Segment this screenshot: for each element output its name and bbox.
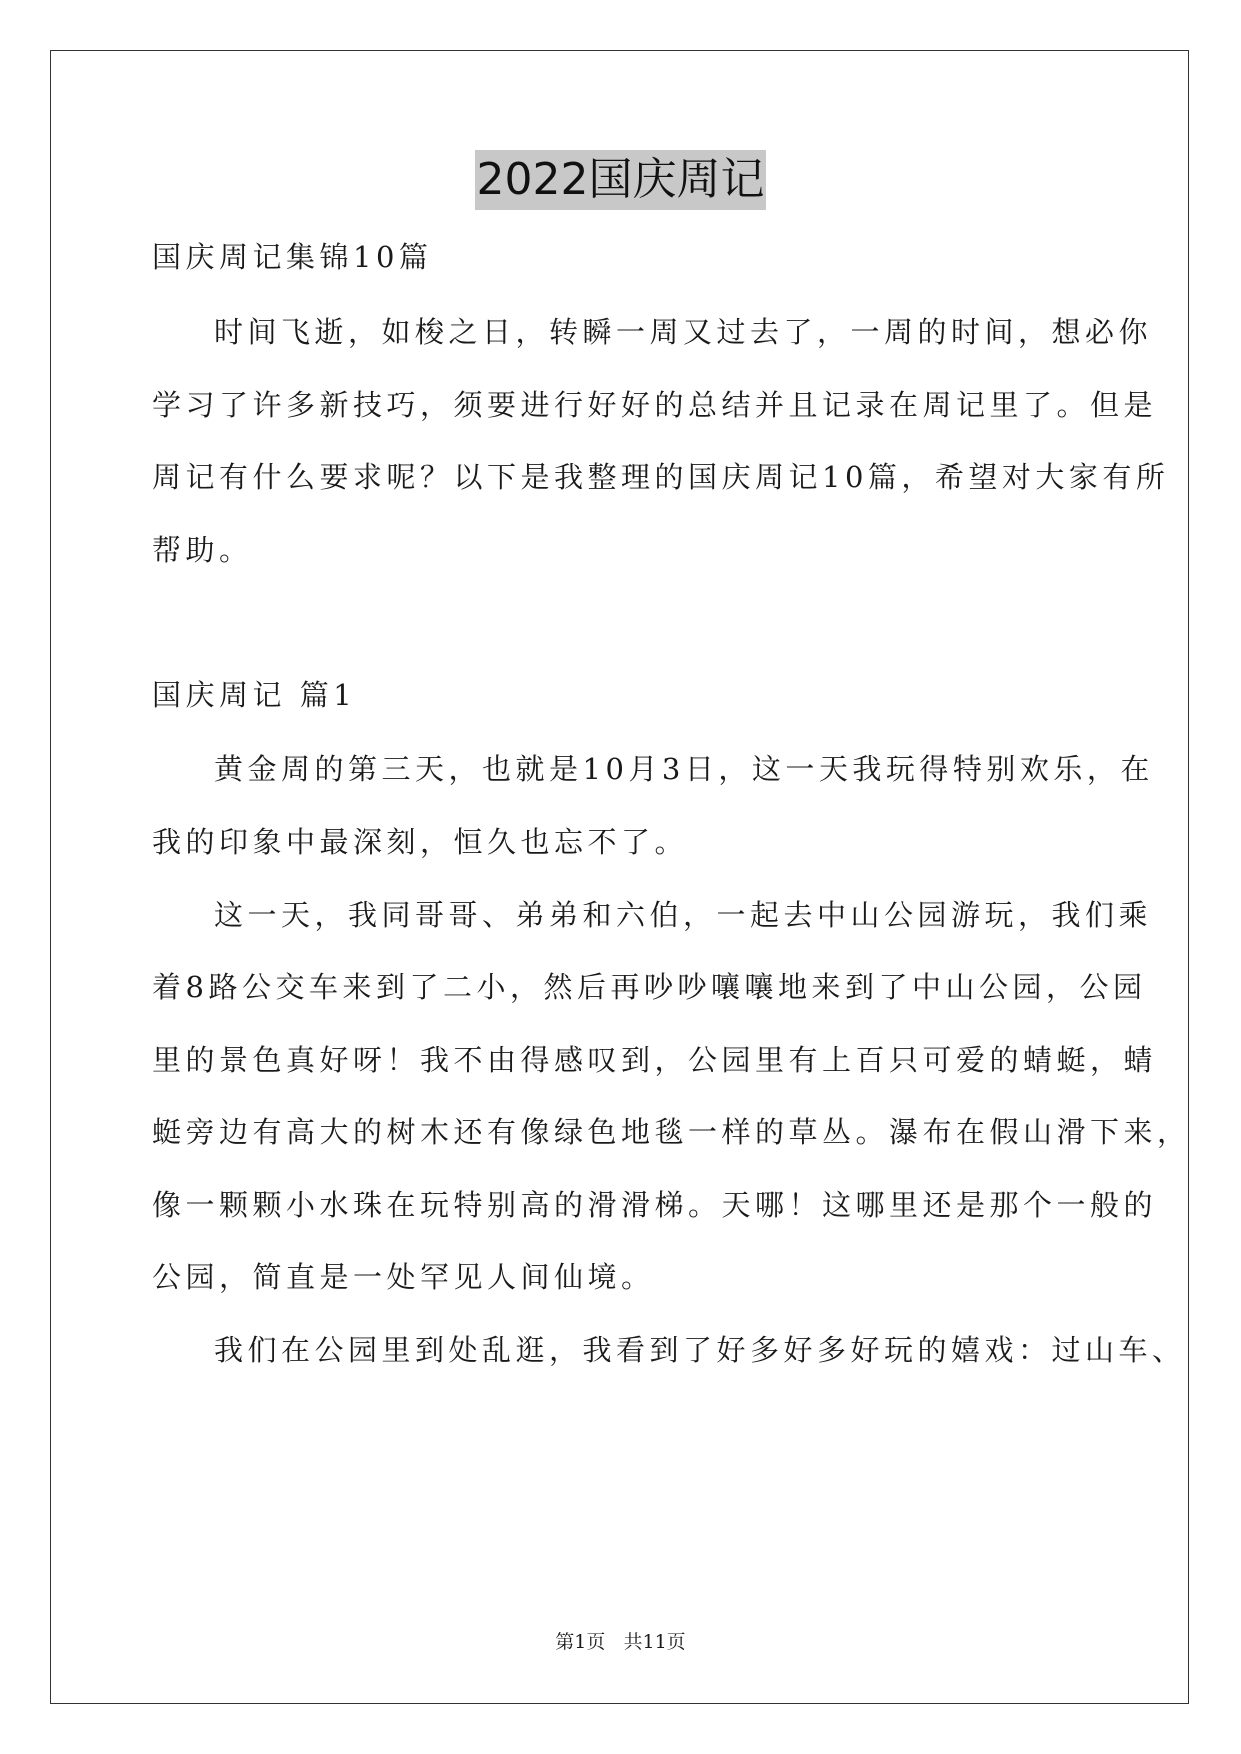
- intro-line: 时间飞逝，如梭之日，转瞬一周又过去了，一周的时间，想必你: [214, 315, 1153, 349]
- body-line: 我的印象中最深刻，恒久也忘不了。: [152, 825, 689, 859]
- document-title: 2022国庆周记: [475, 150, 767, 210]
- body-line: 蜓旁边有高大的树木还有像绿色地毯一样的草丛。瀑布在假山滑下来，: [152, 1115, 1191, 1149]
- body-line: 黄金周的第三天，也就是10月3日，这一天我玩得特别欢乐，在: [214, 752, 1154, 786]
- body-line: 我们在公园里到处乱逛，我看到了好多好多好玩的嬉戏：过山车、: [214, 1333, 1186, 1367]
- body-line: 像一颗颗小水珠在玩特别高的滑滑梯。天哪！这哪里还是那个一般的: [152, 1188, 1158, 1222]
- section-heading: 国庆周记 篇1: [152, 678, 357, 712]
- page-number-footer: 第1页 共11页: [555, 1631, 686, 1653]
- body-line: 公园，简直是一处罕见人间仙境。: [152, 1260, 655, 1294]
- subtitle: 国庆周记集锦10篇: [152, 240, 433, 274]
- body-line: 里的景色真好呀！我不由得感叹到，公园里有上百只可爱的蜻蜓，蜻: [152, 1043, 1158, 1077]
- body-line: 着8路公交车来到了二小，然后再吵吵嚷嚷地来到了中山公园，公园: [152, 970, 1147, 1004]
- intro-line: 帮助。: [152, 533, 253, 567]
- intro-line: 学习了许多新技巧，须要进行好好的总结并且记录在周记里了。但是: [152, 388, 1158, 422]
- page-border: [50, 50, 1189, 1704]
- body-line: 这一天，我同哥哥、弟弟和六伯，一起去中山公园游玩，我们乘: [214, 898, 1153, 932]
- title-container: [0, 150, 1241, 210]
- intro-line: 周记有什么要求呢？以下是我整理的国庆周记10篇，希望对大家有所: [152, 460, 1170, 494]
